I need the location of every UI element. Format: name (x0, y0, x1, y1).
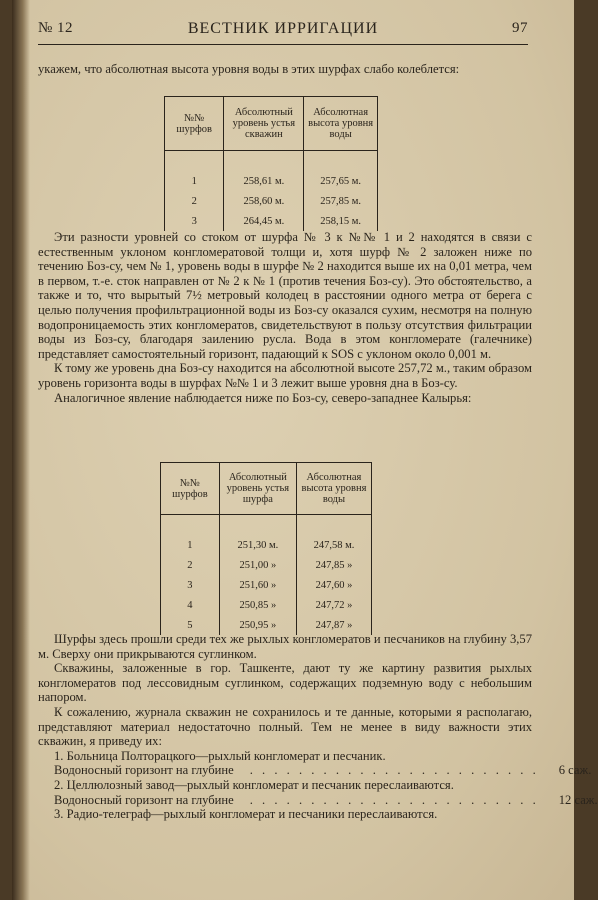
paragraph-3: Аналогичное явление наблюдается ниже по Боз-су, северо-западнее Калырья: (54, 390, 472, 405)
table2-header-col3: Абсолютная высота уровня воды (296, 463, 371, 515)
intro-paragraph (38, 62, 532, 77)
paragraph-6: К сожалению, журнала скважин не сохранилось и те данные, которыми я располагаю, представляют материал недостаточно полный. Тем не менее в виду важности этих скважин, я приведу их: (38, 704, 532, 749)
table-row: 3 264,45 м. 258,15 м. (165, 211, 378, 231)
table-wells-1 (164, 96, 378, 231)
table-row: 3 251,60 » 247,60 » (161, 575, 372, 595)
list-item-2: 2. Целлюлозный завод—рыхлый конгломерат и песчаник переслаиваются. (54, 777, 454, 792)
list-item-1: 1. Больница Полторацкого—рыхлый конгломерат и песчаник. (54, 748, 386, 763)
journal-title: ВЕСТНИК ИРРИГАЦИИ (187, 20, 379, 37)
aquifer-depth-2: Водоносный горизонт на глубине . . . . . . . . . . . . . . . . . . . . . . . . 12 саж. (54, 792, 598, 807)
table-row: 2 258,60 м. 257,85 м. (165, 191, 378, 211)
page-number: 97 (512, 20, 528, 36)
paragraph-1: Эти разности уровней со стоком от шурфа № 3 к №№ 1 и 2 находятся в связи с естественным уклоном конгломератовой толщи и, хотя шурф № 2 заложен ниже по течению Боз-су, чем № 1, уровень воды в шурфе № 2 находится выше их на 0,01 метра, чем в первом, т.-е. сток направлен от № 2 к № 1 (против течения Боз-су). Это обстоятельство, а также и то, что вырытый 7½ метровый колодец в расстоянии одного метра от берега с целью получения профильтрационной воды из Боз-су оказался сухим, несмотря на полную водопроницаемость этих конгломератов, свидетельствуют в пользу отсутствия фильтрации воды из Боз-су, благодаря заилению русла. Вода в этом конгломерате (галечнике) представляет самостоятельный горизонт, падающий к SOS с уклоном около 0,001 м. (38, 230, 532, 361)
header-rule (38, 44, 528, 45)
table1-header-col3: Абсолютная высота уровня воды (304, 97, 378, 151)
body-text-block-2 (38, 632, 598, 822)
table1-header-col2: Абсолютный уровень устья скважин (224, 97, 304, 151)
table-wells-2 (160, 462, 372, 635)
aquifer-depth-1: Водоносный горизонт на глубине . . . . . . . . . . . . . . . . . . . . . . . . 6 саж. (54, 763, 592, 778)
paragraph-5: Скважины, заложенные в гор. Ташкенте, дают ту же картину развития рыхлых конгломератов под лессовидным суглинком, содержащих подземную воду с небольшим напором. (38, 661, 532, 705)
body-text-block-1 (38, 230, 532, 405)
table1-header-col1: №№ шурфов (165, 97, 224, 151)
table-row: 2 251,00 » 247,85 » (161, 555, 372, 575)
document-page (12, 0, 598, 900)
paragraph-2: К тому же уровень дна Боз-су находится на абсолютной высоте 257,72 м., таким образом уровень горизонта воды в шурфах №№ 1 и 3 лежит выше уровня дна в Боз-су. (38, 361, 532, 390)
table2-header-col1: №№ шурфов (161, 463, 220, 515)
issue-number: № 12 (38, 20, 74, 36)
paragraph-4: Шурфы здесь прошли среди тех же рыхлых конгломератов и песчаников на глубину 3,57 м. Сверху они прикрываются суглинком. (38, 632, 532, 661)
page-spine-shadow (12, 0, 30, 900)
table-row: 4 250,85 » 247,72 » (161, 595, 372, 615)
running-header (38, 20, 528, 42)
list-item-3: 3. Радио-телеграф—рыхлый конгломерат и песчаники переслаиваются. (54, 807, 438, 822)
table-row: 1 251,30 м. 247,58 м. (161, 535, 372, 555)
table2-header-col2: Абсолютный уровень устья шурфа (219, 463, 296, 515)
intro-text: укажем, что абсолютная высота уровня воды в этих шурфах слабо колеблется: (38, 62, 460, 76)
table-row: 5 250,95 » 247,87 » (161, 615, 372, 635)
table-row: 1 258,61 м. 257,65 м. (165, 171, 378, 191)
